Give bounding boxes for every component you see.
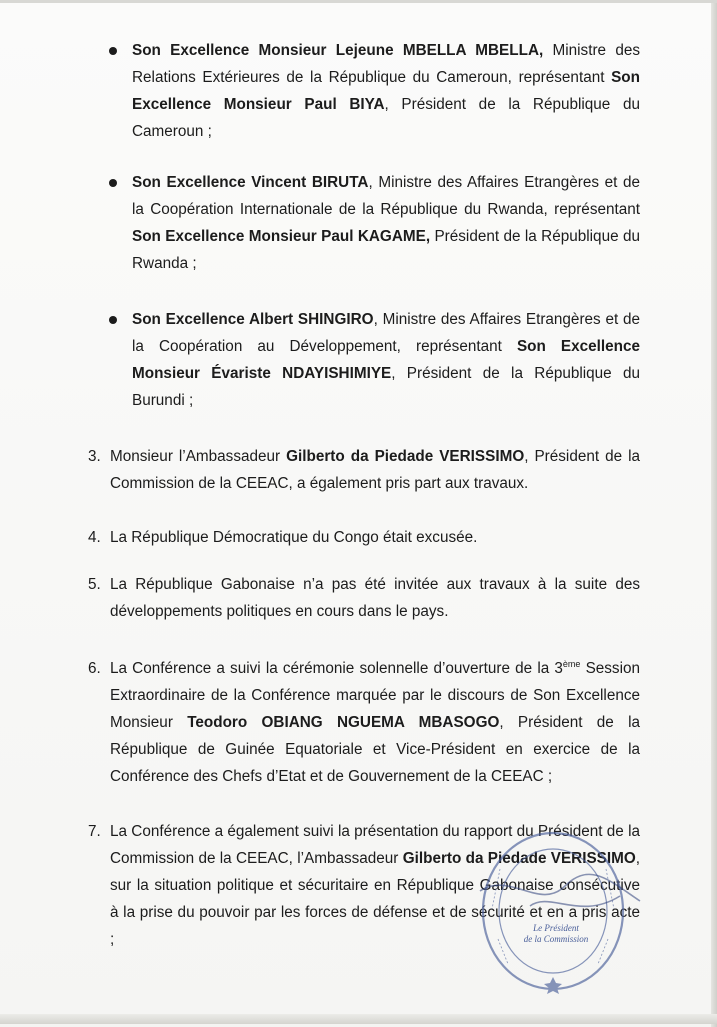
item-text: La Conférence a suivi la cérémonie solennelle d’ouverture de la 3 xyxy=(110,660,563,677)
bullet-text-bold: Son Excellence Albert SHINGIRO xyxy=(132,311,374,328)
item-text: Monsieur l’Ambassadeur xyxy=(110,448,287,465)
bullet-text-bold: Son Excellence Monsieur Lejeune MBELLA MBELLA, xyxy=(132,42,544,59)
item-text-superscript: ème xyxy=(562,658,581,669)
page-bottom-shadow xyxy=(0,1014,717,1024)
bullet-text: Ministre des Relations Extérieures de la République du Cameroun, représentant xyxy=(132,42,640,86)
bullet-text-bold: Son Excellence Monsieur Évariste NDAYISHIMIYE xyxy=(132,338,640,382)
bullet-item-rwanda xyxy=(132,169,640,277)
item-text-bold: Gilberto da Piedade VERISSIMO xyxy=(402,850,636,867)
bullet-dot xyxy=(109,47,117,55)
numbered-item-6 xyxy=(110,655,640,790)
bullet-text-bold: Son Excellence Monsieur Paul KAGAME, xyxy=(132,228,431,245)
item-number: 7. xyxy=(88,823,101,840)
bullet-text: , Président de la République du Cameroun ; xyxy=(132,96,640,140)
bullet-text: , Ministre des Affaires Etrangères et de la Coopération Internationale de la République du Rwanda, représentant xyxy=(132,174,640,218)
item-number: 6. xyxy=(88,660,101,677)
numbered-item-5 xyxy=(110,571,640,625)
page-edge-shadow xyxy=(711,3,717,1027)
bullet-text: , Président de la République du Burundi ; xyxy=(132,365,640,409)
stamp-line-2: de la Commission xyxy=(523,934,589,944)
item-text: , Président de la Commission de la CEEAC, a également pris part aux travaux. xyxy=(110,448,641,492)
bullet-item-cameroun xyxy=(132,37,640,145)
numbered-item-4 xyxy=(110,524,640,551)
bullet-text: Président de la République du Rwanda ; xyxy=(132,228,640,272)
item-text: , Président de la République de Guinée Equatoriale et Vice-Président en exercice de la Conférence des Chefs d’Etat et de Gouvernement de la CEEAC ; xyxy=(110,714,640,785)
item-number: 3. xyxy=(88,448,101,465)
item-text: La République Gabonaise n’a pas été invitée aux travaux à la suite des développements politiques en cours dans le pays. xyxy=(110,576,640,620)
item-text: Session Extraordinaire de la Conférence marquée par le discours de Son Excellence Monsieur xyxy=(110,660,640,731)
bullet-text: , Ministre des Affaires Etrangères et de la Coopération au Développement, représentant xyxy=(132,311,641,355)
bullet-dot xyxy=(109,179,117,187)
item-text: , sur la situation politique et sécuritaire en République Gabonaise consécutive à la prise du pouvoir par les forces de défense et de sécurité et en a pris acte ; xyxy=(110,850,641,948)
item-text-bold: Gilberto da Piedade VERISSIMO xyxy=(286,448,525,465)
signature-icon xyxy=(470,861,660,941)
item-text: La Conférence a également suivi la présentation du rapport du Président de la Commission de la CEEAC, l’Ambassadeur xyxy=(110,823,640,867)
numbered-item-3 xyxy=(110,443,640,497)
item-text-bold: Teodoro OBIANG NGUEMA MBASOGO xyxy=(187,714,500,731)
bullet-item-burundi xyxy=(132,306,640,414)
bullet-text-bold: Son Excellence Monsieur Paul BIYA xyxy=(132,69,640,113)
item-number: 5. xyxy=(88,576,101,593)
item-number: 4. xyxy=(88,529,101,546)
bullet-dot xyxy=(109,316,117,324)
stamp-line-1: Le Président xyxy=(533,923,579,933)
item-text: La République Démocratique du Congo était excusée. xyxy=(110,529,478,546)
bullet-text-bold: Son Excellence Vincent BIRUTA xyxy=(132,174,369,191)
